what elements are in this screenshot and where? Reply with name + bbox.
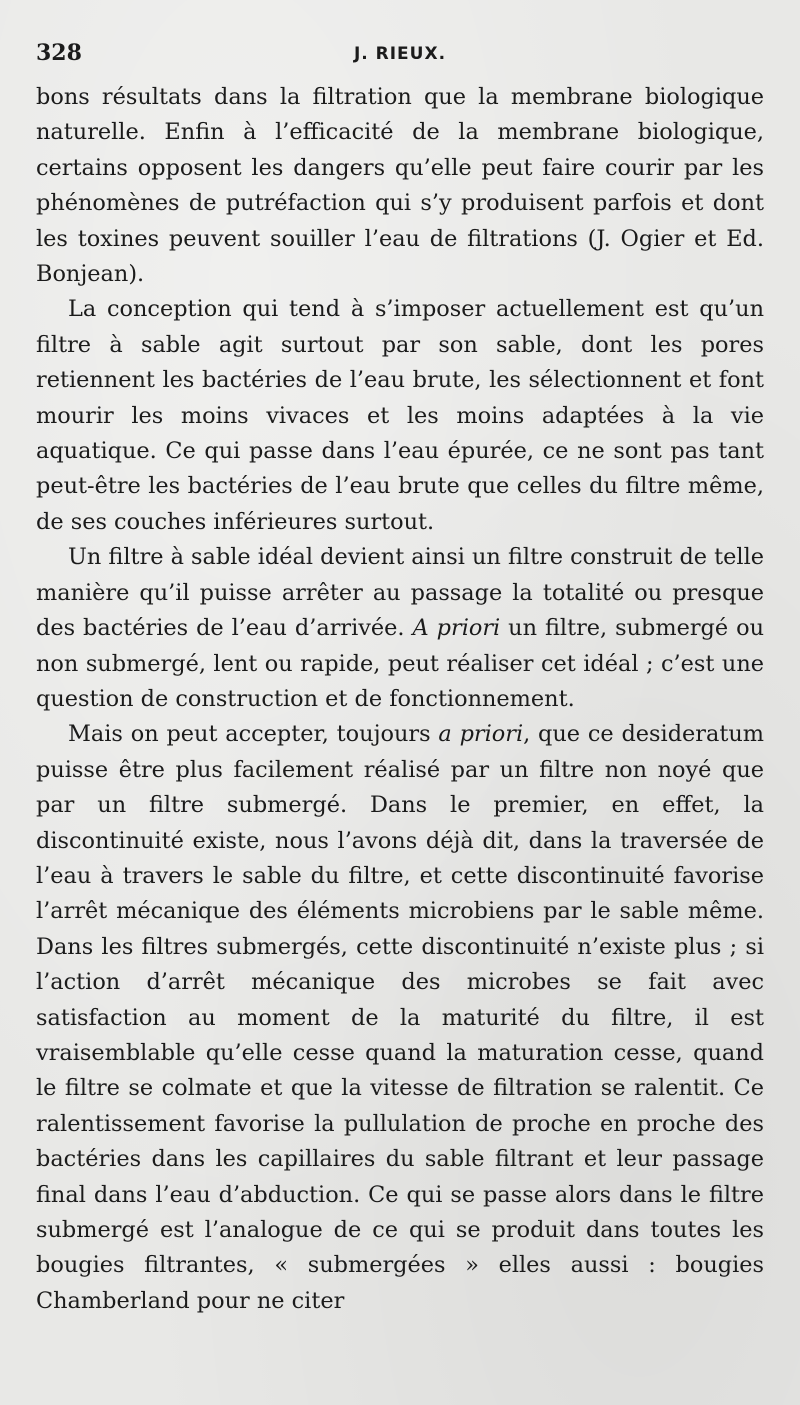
paragraph-4-emphasis: a priori — [438, 721, 524, 748]
running-head — [36, 36, 764, 80]
paragraph-3-emphasis: A priori — [412, 615, 501, 642]
paragraph-3 — [36, 540, 764, 717]
paragraph-4 — [36, 717, 764, 1319]
paragraph-1 — [36, 80, 764, 292]
paragraph-4-text-after: , que ce desideratum puisse être plus facilement réalisé par un filtre non noyé que par un filtre submergé. Dans le premier, en effet, la discontinuité existe, nous l’avons déjà dit, dans la traversée de l’eau à travers le sable du filtre, et cette discontinuité favorise l’arrêt mécanique des éléments microbiens par le sable même. Dans les filtres submergés, cette discontinuité n’existe plus ; si l’action d’arrêt mécanique des microbes se fait avec satisfaction au moment de la maturité du filtre, il est vraisemblable qu’elle cesse quand la maturation cesse, quand le filtre se colmate et que la vitesse de filtration se ralentit. Ce ralentissement favorise la pullulation de proche en proche des bactéries dans les capillaires du sable filtrant et leur passage final dans l’eau d’abduction. Ce qui se passe alors dans le filtre submergé est l’analogue de ce qui se produit dans toutes les bougies filtrantes, « submergées » elles aussi : bougies Chamberland pour ne citer — [36, 721, 764, 1314]
paragraph-2-text: La conception qui tend à s’imposer actuellement est qu’un filtre à sable agit surtout par son sable, dont les pores retiennent les bactéries de l’eau brute, les sélectionnent et font mourir les moins vivaces et les moins adaptées à la vie aquatique. Ce qui passe dans l’eau épurée, ce ne sont pas tant peut-être les bactéries de l’eau brute que celles du filtre même, de ses couches inférieures surtout. — [36, 296, 764, 535]
running-head-author: J. RIEUX. — [353, 44, 447, 64]
paragraph-3-text-after: un filtre, submergé ou non submergé, lent ou rapide, peut réaliser cet idéal ; c’est une question de construction et de fonctionnement. — [36, 615, 764, 712]
paragraph-1-text: bons résultats dans la filtration que la membrane biologique naturelle. Enfin à l’efficacité de la membrane biologique, certains opposent les dangers qu’elle peut faire courir par les phénomènes de putréfaction qui s’y produisent parfois et dont les toxines peuvent souiller l’eau de filtrations (J. Ogier et Ed. Bonjean). — [36, 84, 764, 288]
page-number: 328 — [36, 40, 82, 66]
paragraph-3-text-before: Un filtre à sable idéal devient ainsi un filtre construit de telle manière qu’il puisse arrêter au passage la totalité ou presque des bactéries de l’eau d’arrivée. — [36, 544, 764, 642]
paragraph-2 — [36, 292, 764, 540]
body-text — [36, 80, 764, 1319]
paragraph-4-text-before: Mais on peut accepter, toujours — [68, 721, 439, 748]
